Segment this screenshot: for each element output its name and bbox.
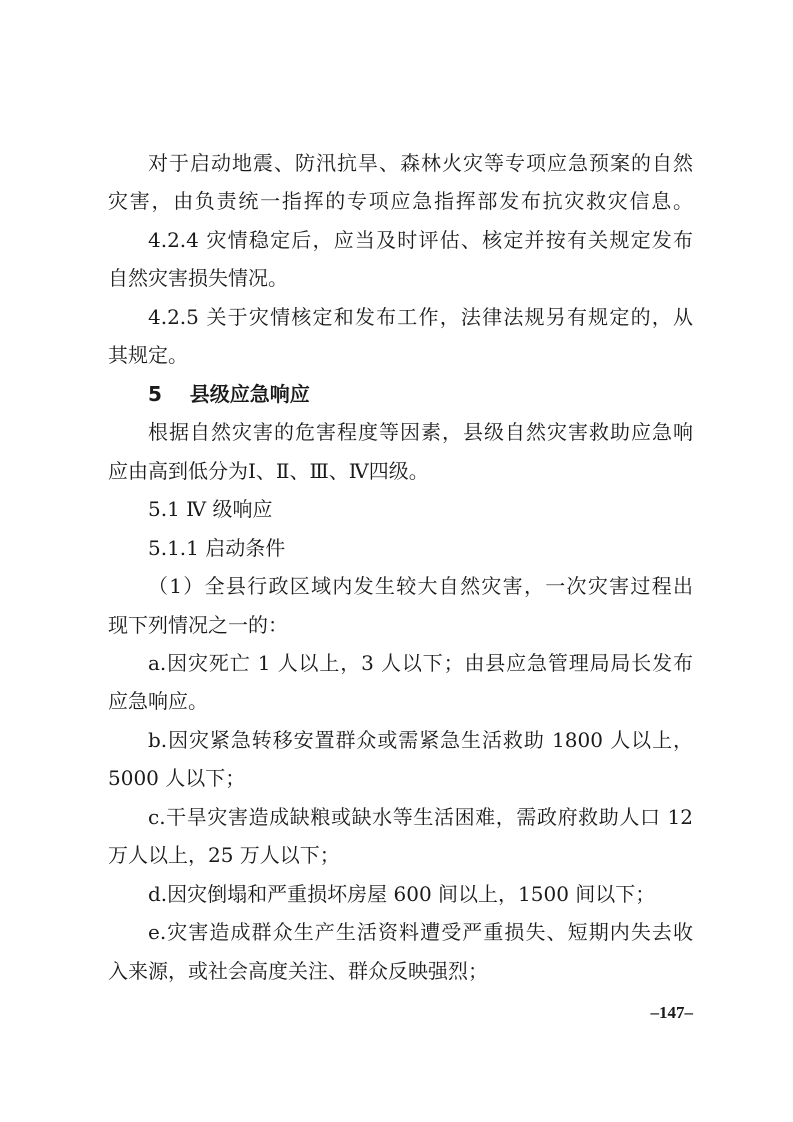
- text-line: 对于启动地震、防汛抗旱、森林火灾等专项应急预案的自然: [148, 151, 693, 175]
- text-line: 其规定。: [108, 343, 188, 367]
- page-number: –147–: [650, 1003, 693, 1022]
- text-line: 万人以上，25 万人以下；: [108, 843, 340, 867]
- text-line: a.因灾死亡 1 人以上，3 人以下；由县应急管理局局长发布: [148, 651, 693, 675]
- text-line: 应急响应。: [108, 689, 208, 713]
- text-line: c.干旱灾害造成缺粮或缺水等生活困难，需政府救助人口 12: [148, 805, 693, 829]
- text-line: 4.2.4 灾情稳定后，应当及时评估、核定并按有关规定发布: [148, 228, 693, 252]
- text-line: 现下列情况之一的：: [108, 613, 288, 637]
- text-line: e.灾害造成群众生产生活资料遭受严重损失、短期内失去收: [148, 920, 693, 944]
- text-line: 入来源，或社会高度关注、群众反映强烈；: [108, 959, 488, 983]
- text-line: 灾害，由负责统一指挥的专项应急指挥部发布抗灾救灾信息。: [108, 189, 693, 213]
- text-line: 自然灾害损失情况。: [108, 266, 288, 290]
- text-line: d.因灾倒塌和严重损坏房屋 600 间以上，1500 间以下；: [148, 882, 656, 906]
- text-line: （1）全县行政区域内发生较大自然灾害，一次灾害过程出: [148, 574, 693, 598]
- text-line: 5.1.1 启动条件: [148, 536, 286, 560]
- text-line: 5.1 Ⅳ 级响应: [148, 497, 273, 521]
- heading-text: 5 县级应急响应: [148, 382, 310, 406]
- text-line: 4.2.5 关于灾情核定和发布工作，法律法规另有规定的，从: [148, 305, 693, 329]
- text-line: 根据自然灾害的危害程度等因素，县级自然灾害救助应急响: [148, 420, 693, 444]
- text-line: b.因灾紧急转移安置群众或需紧急生活救助 1800 人以上，: [148, 728, 693, 752]
- text-line: 应由高到低分为Ⅰ、Ⅱ、Ⅲ、Ⅳ四级。: [108, 459, 429, 483]
- text-line: 5000 人以下；: [108, 766, 246, 790]
